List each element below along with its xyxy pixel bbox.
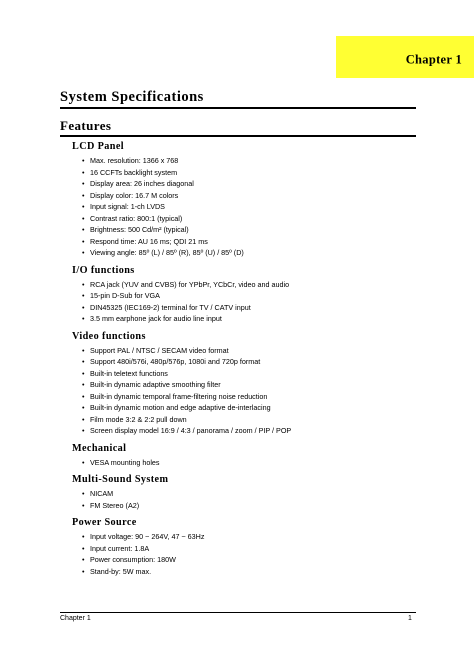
section-heading: I/O functions (72, 264, 135, 276)
spec-item: • Built-in dynamic temporal frame-filtering noise reduction (82, 391, 422, 403)
spec-item: • Built-in dynamic adaptive smoothing filter (82, 379, 422, 391)
footer-divider (60, 612, 416, 613)
spec-section (72, 264, 422, 325)
spec-section (72, 330, 422, 437)
section-heading: LCD Panel (72, 141, 124, 152)
spec-item: • Screen display model 16:9 / 4:3 / panorama / zoom / PIP / POP (82, 425, 422, 437)
spec-item: • Respond time: AU 16 ms; QDI 21 ms (82, 236, 422, 248)
title-divider (60, 107, 416, 109)
spec-item: • Support 480i/576i, 480p/576p, 1080i and 720p format (82, 356, 422, 368)
spec-item: • Film mode 3:2 & 2:2 pull down (82, 414, 422, 426)
spec-item: • Input current: 1.8A (82, 543, 422, 555)
spec-item: • Brightness: 500 Cd/m² (typical) (82, 224, 422, 236)
spec-item: • Support PAL / NTSC / SECAM video format (82, 345, 422, 357)
spec-item: • Viewing angle: 85º (L) / 85º (R), 85º (U) / 85º (D) (82, 247, 422, 259)
spec-item: • NICAM (82, 488, 422, 500)
spec-section (72, 442, 422, 469)
spec-item: • Stand-by: 5W max. (82, 566, 422, 578)
spec-content (72, 140, 422, 582)
spec-item: • 15-pin D-Sub for VGA (82, 290, 422, 302)
spec-list (72, 457, 422, 469)
footer-chapter: Chapter 1 (60, 615, 91, 622)
section-heading: Video functions (72, 330, 146, 342)
footer-page-number: 1 (408, 615, 412, 622)
spec-item: • Display area: 26 inches diagonal (82, 178, 422, 190)
chapter-banner (336, 36, 474, 78)
spec-list (72, 488, 422, 511)
spec-section (72, 473, 422, 511)
spec-item: • Contrast ratio: 800:1 (typical) (82, 213, 422, 225)
spec-item: • 16 CCFTs backlight system (82, 167, 422, 179)
page-title: System Specifications (60, 89, 204, 105)
spec-item: • Built-in dynamic motion and edge adaptive de-interlacing (82, 402, 422, 414)
spec-item: • Built-in teletext functions (82, 368, 422, 380)
chapter-label: Chapter 1 (405, 52, 462, 67)
spec-item: • Input voltage: 90 ~ 264V, 47 ~ 63Hz (82, 531, 422, 543)
spec-item: • RCA jack (YUV and CVBS) for YPbPr, YCbCr, video and audio (82, 279, 422, 291)
spec-item: • VESA mounting holes (82, 457, 422, 469)
spec-item: • FM Stereo (A2) (82, 500, 422, 512)
spec-item: • Input signal: 1-ch LVDS (82, 201, 422, 213)
section-heading: Power Source (72, 517, 137, 528)
spec-section (72, 140, 422, 259)
spec-item: • Display color: 16.7 M colors (82, 190, 422, 202)
spec-item: • Max. resolution: 1366 x 768 (82, 155, 422, 167)
section-heading: Multi-Sound System (72, 474, 169, 485)
features-divider (60, 135, 416, 137)
spec-list (72, 531, 422, 577)
spec-item: • Power consumption: 180W (82, 554, 422, 566)
spec-item: • DIN45325 (IEC169-2) terminal for TV / CATV input (82, 302, 422, 314)
spec-section (72, 516, 422, 577)
spec-list (72, 279, 422, 325)
spec-item: • 3.5 mm earphone jack for audio line input (82, 313, 422, 325)
section-heading: Mechanical (72, 442, 127, 454)
spec-list (72, 155, 422, 259)
section-title-features: Features (60, 118, 112, 133)
spec-list (72, 345, 422, 437)
